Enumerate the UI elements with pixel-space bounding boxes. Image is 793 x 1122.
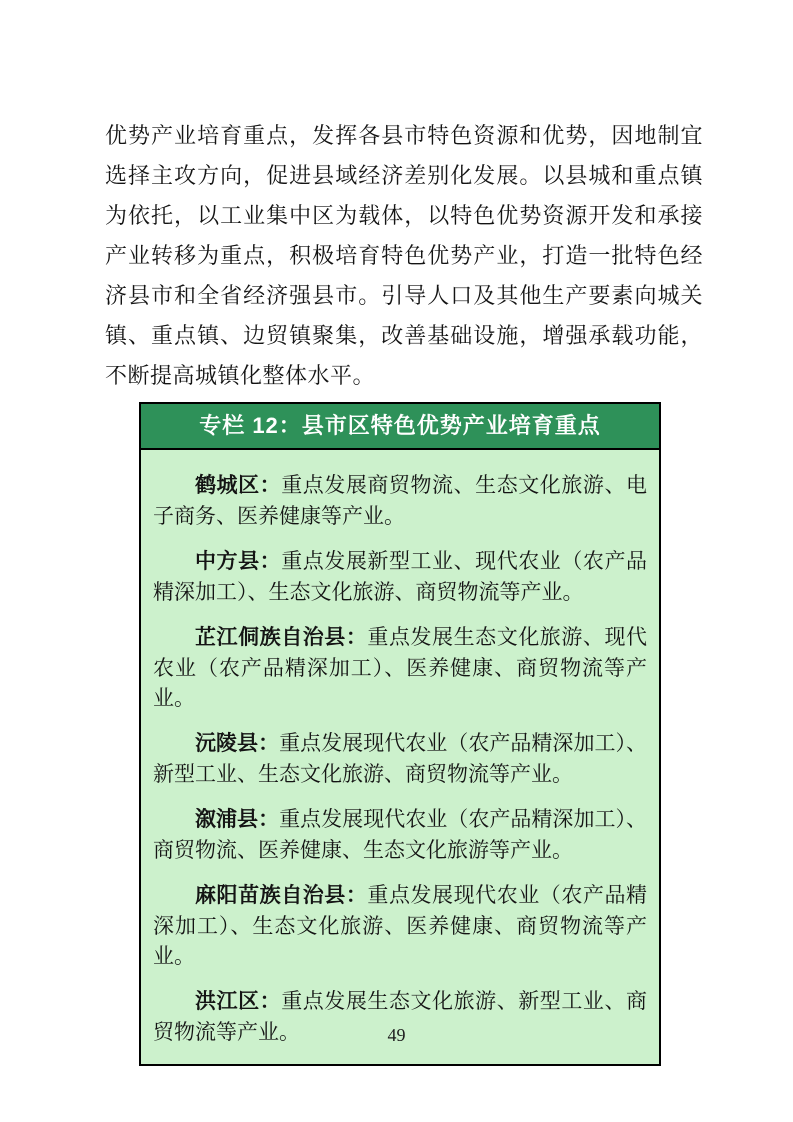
county-name: 麻阳苗族自治县： bbox=[195, 884, 368, 907]
county-name: 鹤城区： bbox=[195, 474, 282, 497]
county-description: 重点发展生态文化旅游、现代农业（农产品精深加工）、医养健康、商贸物流等产业。 bbox=[153, 625, 648, 710]
county-description: 重点发展新型工业、现代农业（农产品精深加工）、生态文化旅游、商贸物流等产业。 bbox=[153, 549, 648, 604]
callout-box-title: 专栏 12：县市区特色优势产业培育重点 bbox=[141, 404, 659, 450]
county-name: 洪江区： bbox=[195, 990, 282, 1013]
county-name: 沅陵县： bbox=[195, 732, 280, 755]
county-name: 芷江侗族自治县： bbox=[195, 626, 368, 649]
callout-box bbox=[139, 402, 661, 1066]
callout-box-body bbox=[141, 450, 659, 1064]
callout-item-mayang bbox=[153, 880, 647, 971]
county-description: 重点发展现代农业（农产品精深加工）、商贸物流、医养健康、生态文化旅游等产业。 bbox=[153, 807, 648, 862]
page-number: 49 bbox=[387, 1025, 406, 1045]
callout-item-hechengqu bbox=[153, 470, 647, 531]
county-description: 重点发展生态文化旅游、新型工业、商贸物流等产业。 bbox=[153, 989, 648, 1044]
county-name: 溆浦县： bbox=[195, 808, 280, 831]
callout-item-zhijiang bbox=[153, 622, 647, 713]
county-name: 中方县： bbox=[195, 550, 282, 573]
callout-item-yuanlingxian bbox=[153, 728, 647, 789]
callout-item-xupuxian bbox=[153, 804, 647, 865]
county-description: 重点发展现代农业（农产品精深加工）、新型工业、生态文化旅游、商贸物流等产业。 bbox=[153, 731, 648, 786]
county-description: 重点发展商贸物流、生态文化旅游、电子商务、医养健康等产业。 bbox=[153, 473, 648, 528]
county-description: 重点发展现代农业（农产品精深加工）、生态文化旅游、医养健康、商贸物流等产业。 bbox=[153, 883, 648, 968]
body-paragraph: 优势产业培育重点，发挥各县市特色资源和优势，因地制宜选择主攻方向，促进县域经济差别化发展。以县城和重点镇为依托，以工业集中区为载体，以特色优势资源开发和承接产业转移为重点，积极培育特色优势产业，打造一批特色经济县市和全省经济强县市。引导人口及其他生产要素向城关镇、重点镇、边贸镇聚集，改善基础设施，增强承载功能，不断提高城镇化整体水平。 bbox=[105, 123, 703, 388]
callout-item-zhongfangxian bbox=[153, 546, 647, 607]
